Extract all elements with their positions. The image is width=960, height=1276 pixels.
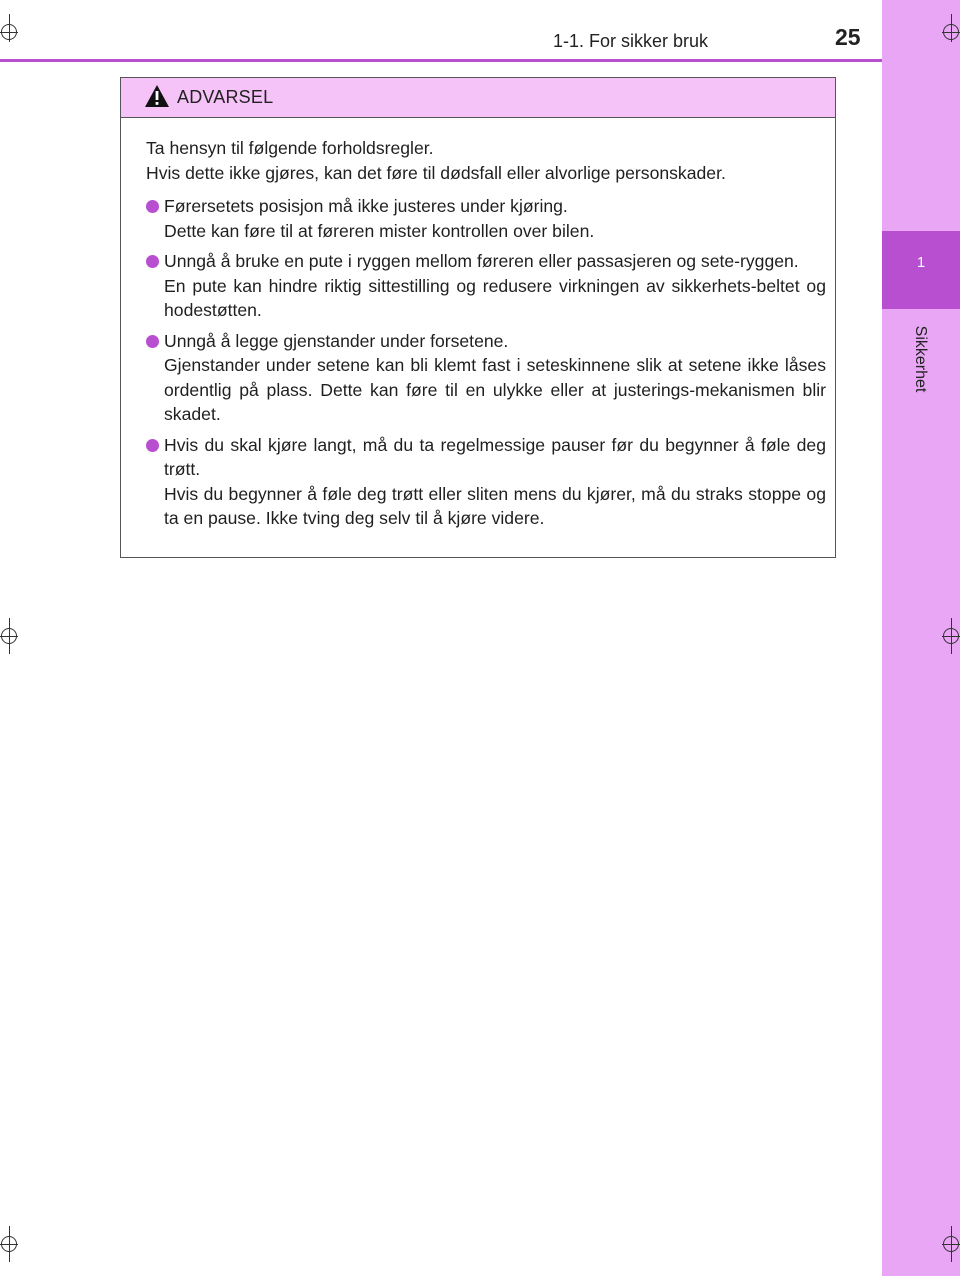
precaution-list [146, 194, 826, 531]
chapter-title: Sikkerhet [912, 325, 929, 393]
item-text: En pute kan hindre riktig sittestilling og redusere virkningen av sikkerhets-beltet og hodestøtten. [164, 275, 826, 320]
list-item [146, 194, 826, 243]
item-heading: Unngå å legge gjenstander under forsetene. [164, 330, 509, 351]
chapter-number: 1 [916, 254, 926, 271]
list-item [146, 433, 826, 531]
list-item [146, 329, 826, 427]
warning-triangle-icon [144, 84, 170, 108]
warning-intro [146, 136, 826, 185]
bullet-icon [146, 335, 159, 348]
item-text: Hvis du begynner å føle deg trøtt eller sliten mens du kjører, må du straks stoppe og ta en pause. Ikke tving deg selv til å kjøre videre. [164, 483, 826, 528]
warning-body [121, 118, 835, 531]
bullet-icon [146, 439, 159, 452]
page-number: 25 [835, 24, 861, 50]
bullet-icon [146, 255, 159, 268]
item-text: Dette kan føre til at føreren mister kontrollen over bilen. [164, 220, 595, 241]
warning-box [120, 77, 836, 558]
item-heading: Hvis du skal kjøre langt, må du ta regelmessige pauser før du begynner å føle deg trøtt. [164, 434, 826, 479]
item-heading: Unngå å bruke en pute i ryggen mellom føreren eller passasjeren og sete-ryggen. [164, 251, 799, 271]
header-rule [0, 59, 882, 62]
section-title: 1-1. For sikker bruk [553, 31, 709, 51]
warning-label: ADVARSEL [177, 87, 274, 107]
item-heading: Førersetets posisjon må ikke justeres under kjøring. [164, 196, 568, 216]
item-text: Gjenstander under setene kan bli klemt fast i seteskinnene slik at setene ikke låses ordentlig på plass. Dette kan føre til en ulykke eller at justerings-mekanismen blir skadet. [164, 355, 826, 424]
intro-line: Ta hensyn til følgende forholdsregler. [146, 138, 434, 158]
bullet-icon [146, 200, 159, 213]
watermark: carmanualsonline.info [696, 1244, 878, 1264]
warning-header [121, 78, 835, 118]
intro-line: Hvis dette ikke gjøres, kan det føre til dødsfall eller alvorlige personskader. [146, 162, 726, 183]
list-item [146, 249, 826, 323]
